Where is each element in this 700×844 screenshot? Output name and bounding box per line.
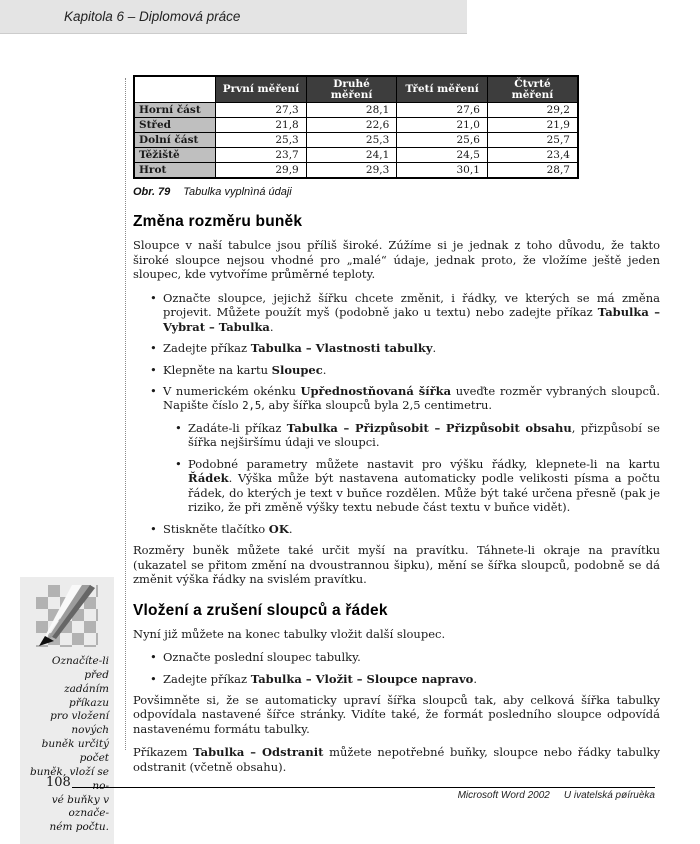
margin-note-line: ném počtu. xyxy=(49,821,109,834)
bullet-marker: • xyxy=(150,290,157,305)
paragraph: Nyní již můžete na konec tabulky vložit další sloupec. xyxy=(133,626,446,641)
bullet-marker: • xyxy=(150,521,157,536)
list-item-text: Zadejte příkaz Tabulka – Vlastnosti tabulky. xyxy=(163,341,437,356)
table-row-label: Hrot xyxy=(134,163,216,179)
margin-note-line: vé buňky v označe- xyxy=(51,793,109,820)
table-cell: 23,4 xyxy=(487,148,578,163)
footer-book-title: Microsoft Word 2002 xyxy=(457,790,550,801)
table-cell: 22,6 xyxy=(306,118,397,133)
table-cell: 25,7 xyxy=(487,133,578,148)
table-cell: 30,1 xyxy=(397,163,488,179)
content-blocks xyxy=(133,213,660,774)
margin-note-line: buněk, vloží se no- xyxy=(30,765,109,792)
table-row-label: Střed xyxy=(134,118,216,133)
list-item xyxy=(150,291,660,334)
margin-note-text xyxy=(25,655,109,835)
list-item-text: Podobné parametry můžete nastavit pro výšku řádky, klepnete-li na kartu Řádek. Výška může být nastavena automaticky podle velikosti písma a počtu řádek, do kterých je text v buňce rozdělen. Může být také určena přesně (pak je riziko, že při změně výšky textu nebude část textu v buňce vidět). xyxy=(188,456,660,515)
page-number: 108 xyxy=(46,775,71,790)
table-cell: 29,2 xyxy=(487,103,578,118)
section-heading: Vložení a zrušení sloupců a řádek xyxy=(133,601,388,619)
paragraph: Povšimněte si, že se automaticky upraví šířka sloupců tak, aby celková šířka tabulky odpovídala nastavené šířce stránky. Vidíte také, že formát posledního sloupce odpovídá nastavenému formátu tabulky. xyxy=(133,692,660,736)
table-row-label: Horní část xyxy=(134,103,216,118)
paragraph: Příkazem Tabulka – Odstranit můžete nepotřebné buňky, sloupce nebo řádky tabulky odstranit (včetně obsahu). xyxy=(133,745,660,774)
table-cell: 23,7 xyxy=(216,148,307,163)
list-item-text: Klepněte na kartu Sloupec. xyxy=(163,362,327,377)
table-column-header: Třetí měření xyxy=(397,76,488,103)
figure-caption-label: Obr. 79 xyxy=(133,186,171,199)
table-cell: 29,3 xyxy=(306,163,397,179)
table-cell: 29,9 xyxy=(216,163,307,179)
section-heading: Změna rozměru buněk xyxy=(133,213,303,231)
list-item-text: Označte poslední sloupec tabulky. xyxy=(163,650,361,665)
margin-separator-line xyxy=(125,78,126,750)
table-cell: 25,6 xyxy=(397,133,488,148)
list-item xyxy=(150,672,660,686)
figure-table xyxy=(133,75,579,179)
footer-running-title xyxy=(458,790,655,801)
pen-checker-illustration xyxy=(36,585,98,647)
table-cell: 21,9 xyxy=(487,118,578,133)
margin-note-line: pro vložení nových xyxy=(50,710,109,737)
table-cell: 28,7 xyxy=(487,163,578,179)
table-row xyxy=(134,133,578,148)
bullet-marker: • xyxy=(150,362,157,377)
margin-note xyxy=(20,577,114,844)
bullet-marker: • xyxy=(150,671,157,686)
list-item xyxy=(150,522,660,536)
paragraph: Sloupce v naší tabulce jsou příliš široké. Zúžíme si je jednak z toho důvodu, že takto široké sloupce nejsou vhodné pro „malé“ údaje, jednak proto, že vložíme ještě jeden sloupec, kde vytvoříme průměrné teploty. xyxy=(133,238,660,282)
paragraph: Rozměry buněk můžete také určit myší na pravítku. Táhnete-li okraje na pravítku (ukazatel se přitom změní na dvoustrannou šipku), mění se šířka sloupců, podobně se dá změnit výška řádky na svislém pravítku. xyxy=(133,543,660,587)
list-item xyxy=(150,650,660,664)
list-item-text: V numerickém okénku Upřednostňovaná šířka uveďte rozměr vybraných sloupců. Napište číslo 2,5, aby šířka sloupců byla 2,5 centimetru. xyxy=(163,383,660,413)
figure-caption-text: Tabulka vyplnìná údaji xyxy=(183,186,292,199)
table-column-header: První měření xyxy=(216,76,307,103)
footer-manual-title: U ivatelská pøíruèka xyxy=(563,790,655,801)
table-row-label: Těžiště xyxy=(134,148,216,163)
footer-rule xyxy=(72,787,655,788)
list-item xyxy=(150,384,660,414)
table-corner-cell xyxy=(134,76,216,103)
table-cell: 25,3 xyxy=(216,133,307,148)
table-row xyxy=(134,103,578,118)
table-cell: 28,1 xyxy=(306,103,397,118)
list-item-text: Označte sloupce, jejichž šířku chcete změnit, i řádky, ve kterých se má změna projevit. Můžete použít myš (podobně jako u textu) nebo zadejte příkaz Tabulka – Vybrat – Tabulka. xyxy=(163,290,660,334)
list-item xyxy=(175,421,660,450)
list-item-text: Zadáte-li příkaz Tabulka – Přizpůsobit – Přizpůsobit obsahu, přizpůsobí se šířka nejširšímu údaji ve sloupci. xyxy=(188,420,660,450)
chapter-title: Kapitola 6 – Diplomová práce xyxy=(64,9,241,24)
margin-note-line: buněk určitý počet xyxy=(41,738,109,765)
table-cell: 24,5 xyxy=(397,148,488,163)
table-column-header: Čtvrté měření xyxy=(487,76,578,103)
table-row xyxy=(134,118,578,133)
margin-note-line: Označíte-li před xyxy=(51,655,109,681)
table-cell: 27,6 xyxy=(397,103,488,118)
table-row xyxy=(134,163,578,179)
margin-note-line: zadáním příkazu xyxy=(64,682,109,709)
list-item xyxy=(175,457,660,515)
main-column xyxy=(133,75,660,783)
list-item-text: Zadejte příkaz Tabulka – Vložit – Sloupce napravo. xyxy=(163,671,477,686)
table-cell: 21,8 xyxy=(216,118,307,133)
bullet-marker: • xyxy=(150,341,157,356)
table-cell: 27,3 xyxy=(216,103,307,118)
bullet-marker: • xyxy=(150,650,157,665)
list-item-text: Stiskněte tlačítko OK. xyxy=(163,521,293,536)
table-cell: 25,3 xyxy=(306,133,397,148)
figure-caption xyxy=(133,186,660,198)
bullet-marker: • xyxy=(175,456,182,471)
table-row xyxy=(134,148,578,163)
list-item xyxy=(150,363,660,377)
pen-icon xyxy=(36,585,98,647)
bullet-marker: • xyxy=(175,420,182,435)
table-cell: 24,1 xyxy=(306,148,397,163)
chapter-header xyxy=(0,0,467,34)
table-column-header: Druhé měření xyxy=(306,76,397,103)
table-row-label: Dolní část xyxy=(134,133,216,148)
list-item xyxy=(150,341,660,355)
bullet-marker: • xyxy=(150,383,157,398)
table-cell: 21,0 xyxy=(397,118,488,133)
